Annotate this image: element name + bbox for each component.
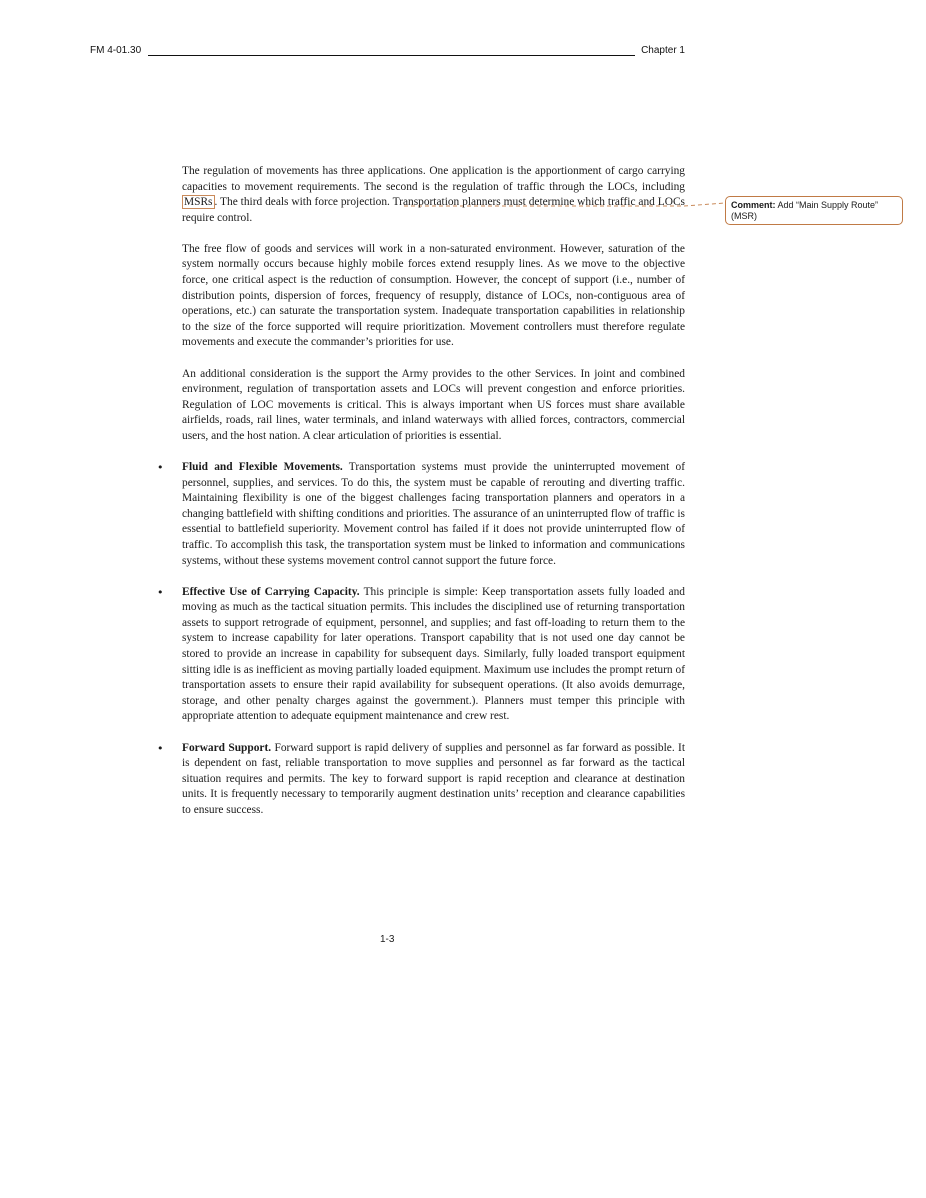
- bullet-text: Transportation systems must provide the uninterrupted movement of personnel, supplies, and services. To do this, the system must be capable of rerouting and diverting traffic. Maintaining flexibility is one of the biggest challenges facing transportation planners and operators in a changing battlefield with shifting conditions and priorities. The assurance of an uninterrupted flow of traffic is essential to battlefield superiority. Movement control has failed if it does not provide uninterrupted flow of traffic. To accomplish this task, the transportation system must be linked to information and communications systems, without these systems movement control cannot support the future force.: [182, 461, 686, 567]
- paragraph-1: The regulation of movements has three applications. One application is the apportionment of cargo carrying capacities to movement requirements. The second is the regulation of traffic through the LOCs, including MSRs . The third deals with force projection. Transportation planners must determine which traffic and LOCs require control.: [182, 165, 685, 224]
- comment-label: Comment:: [731, 200, 776, 210]
- comment-balloon[interactable]: [725, 196, 903, 225]
- bullet-text: This principle is simple: Keep transportation assets fully loaded and moving as much as the tactical situation permits. This includes the disciplined use of returning transportation assets to support retrograde of equipment, personnel, and supplies; and fast off-loading to return them to the system to increase capability for later operations. Transport capability that is not used one day cannot be stored to provide an increase in capability for subsequent days. Similarly, fully loaded transport equipment sitting idle is as inefficient as moving partially loaded equipment. Maximum use includes the prompt return of transportation assets to ensure their rapid availability for subsequent operations. (It also avoids demurrage, storage, and other penalty charges against the government.). Planners must temper this principle with appropriate attention to adequate equipment maintenance and crew rest.: [182, 585, 685, 723]
- bullet-forward-support: [157, 741, 685, 819]
- bullet-term: Fluid and Flexible Movements.: [182, 461, 343, 473]
- page-number: 1-3: [380, 934, 395, 945]
- document-body: [157, 164, 686, 834]
- bullet-icon: •: [157, 461, 164, 474]
- chapter-label: Chapter 1: [641, 45, 685, 56]
- document-id: FM 4-01.30: [90, 45, 142, 56]
- paragraph-3: An additional consideration is the support the Army provides to the other Services. In joint and combined environment, regulation of transportation assets and LOCs will prevent congestion and enforce priorities. Regulation of LOC movements is critical. This is always important when US forces must share available airfields, roads, rail lines, water terminals, and inland waterways with allied forces, contractors, commercial users, and the host nation. A clear articulation of priorities is essential.: [182, 367, 685, 442]
- bullet-icon: •: [157, 741, 164, 755]
- bullet-fluid-flexible-movements: [157, 460, 686, 569]
- bullet-icon: •: [157, 585, 164, 599]
- commented-text-msr[interactable]: MSRs: [184, 196, 213, 209]
- comment-text: Add “Main Supply Route” (MSR): [731, 200, 879, 221]
- bullet-term: Forward Support.: [182, 741, 272, 754]
- bullet-term: Effective Use of Carrying Capacity.: [182, 585, 360, 598]
- bullet-text: Forward support is rapid delivery of supplies and personnel as far forward as possible. It is dependent on fast, reliable transportation to move supplies and personnel as far forward as the tactical situation requires and permits. The key to forward support is rapid reception and clearance at destination units. It is frequently necessary to temporarily augment destination units’ reception and clearance capabilities to ensure success.: [182, 741, 685, 816]
- bullet-effective-use-carrying-capacity: [157, 585, 685, 725]
- paragraph-2: The free flow of goods and services will work in a non-saturated environment. However, saturation of the system normally occurs because highly mobile forces extend resupply lines. As we move to the objective force, one critical aspect is the reduction of consumption. However, the concept of support (i.e., number of distribution points, dispersion of forces, frequency of resupply, distance of LOCs, non-contiguous area of operations, etc.) can saturate the transportation system. Inadequate transportation capabilities in relationship to the size of the force supported will require prioritization. Movement controllers must therefore regulate movements and execute the commander’s priorities for use.: [182, 242, 685, 349]
